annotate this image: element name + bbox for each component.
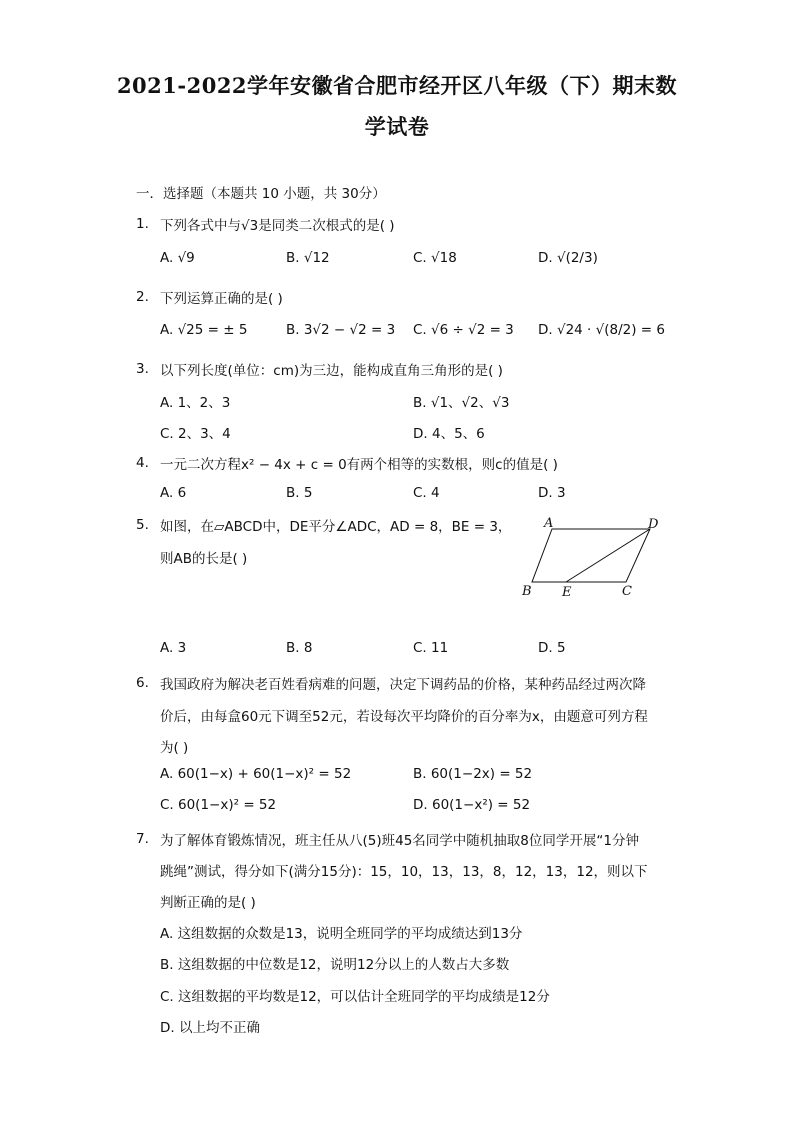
point-label-c: C [622,584,632,599]
q4-option-a: A. 6 [160,485,187,501]
question-number: 6. [136,675,149,691]
q7-option-a: A. 这组数据的众数是13，说明全班同学的平均成绩达到13分 [160,926,523,942]
q6-option-d: D. 60(1−x²) = 52 [413,797,531,813]
exam-title-line2: 学试卷 [364,114,430,139]
point-label-e: E [562,585,572,600]
q5-option-d: D. 5 [538,640,566,656]
question-5-text-line1: 如图，在▱ABCD中，DE平分∠ADC，AD = 8，BE = 3， [160,519,512,535]
question-2-text: 下列运算正确的是( ) [160,291,283,307]
q2-option-d: D. √24 · √(8/2) = 6 [538,322,665,338]
q7-option-d: D. 以上均不正确 [160,1020,260,1036]
q5-option-b: B. 8 [286,640,313,656]
question-3-text: 以下列长度(单位：cm)为三边，能构成直角三角形的是( ) [160,363,503,379]
point-label-d: D [648,517,659,532]
q4-option-b: B. 5 [286,485,313,501]
q1-option-d: D. √(2/3) [538,250,598,266]
parallelogram-figure [514,512,664,602]
q1-option-b: B. √12 [286,250,330,266]
bisector-line-de [566,529,650,582]
q4-option-d: D. 3 [538,485,566,501]
question-6-text-line2: 价后，由每盒60元下调至52元，若设每次平均降价的百分率为x，由题意可列方程 [160,709,648,725]
question-6-text-line1: 我国政府为解决老百姓看病难的问题，决定下调药品的价格，某种药品经过两次降 [160,677,646,693]
question-number: 1. [136,216,149,232]
question-7-text-line1: 为了解体育锻炼情况，班主任从八(5)班45名同学中随机抽取8位同学开展“1分钟 [160,833,639,849]
question-6-text-line3: 为( ) [160,740,189,756]
section-heading: 一．选择题（本题共 10 小题，共 30分） [136,186,386,202]
q7-option-c: C. 这组数据的平均数是12，可以估计全班同学的平均成绩是12分 [160,989,550,1005]
point-label-b: B [522,584,532,599]
q3-option-c: C. 2、3、4 [160,426,231,442]
q5-option-a: A. 3 [160,640,187,656]
question-5-text-line2: 则AB的长是( ) [160,551,248,567]
q2-option-a: A. √25 = ± 5 [160,322,248,338]
q1-option-c: C. √18 [413,250,457,266]
q2-option-b: B. 3√2 − √2 = 3 [286,322,396,338]
question-1-text: 下列各式中与√3是同类二次根式的是( ) [160,218,395,234]
question-7-text-line3: 判断正确的是( ) [160,895,256,911]
q6-option-c: C. 60(1−x)² = 52 [160,797,277,813]
question-number: 2. [136,289,149,305]
question-number: 7. [136,831,149,847]
question-7-text-line2: 跳绳”测试，得分如下(满分15分)：15，10，13，13，8，12，13，12，则以下 [160,864,648,880]
q3-option-d: D. 4、5、6 [413,426,485,442]
question-4-text: 一元二次方程x² − 4x + c = 0有两个相等的实数根，则c的值是( ) [160,457,558,473]
q3-option-b: B. √1、√2、√3 [413,395,510,411]
exam-title-line1: 2021-2022学年安徽省合肥市经开区八年级（下）期末数 [116,73,678,98]
q5-option-c: C. 11 [413,640,449,656]
parallelogram-outline [532,529,650,582]
q6-option-a: A. 60(1−x) + 60(1−x)² = 52 [160,766,352,782]
question-number: 4. [136,455,149,471]
q7-option-b: B. 这组数据的中位数是12，说明12分以上的人数占大多数 [160,957,510,973]
question-number: 5. [136,517,149,533]
q6-option-b: B. 60(1−2x) = 52 [413,766,533,782]
q2-option-c: C. √6 ÷ √2 = 3 [413,322,514,338]
q1-option-a: A. √9 [160,250,195,266]
q3-option-a: A. 1、2、3 [160,395,231,411]
q4-option-c: C. 4 [413,485,440,501]
point-label-a: A [544,516,554,531]
question-number: 3. [136,361,149,377]
